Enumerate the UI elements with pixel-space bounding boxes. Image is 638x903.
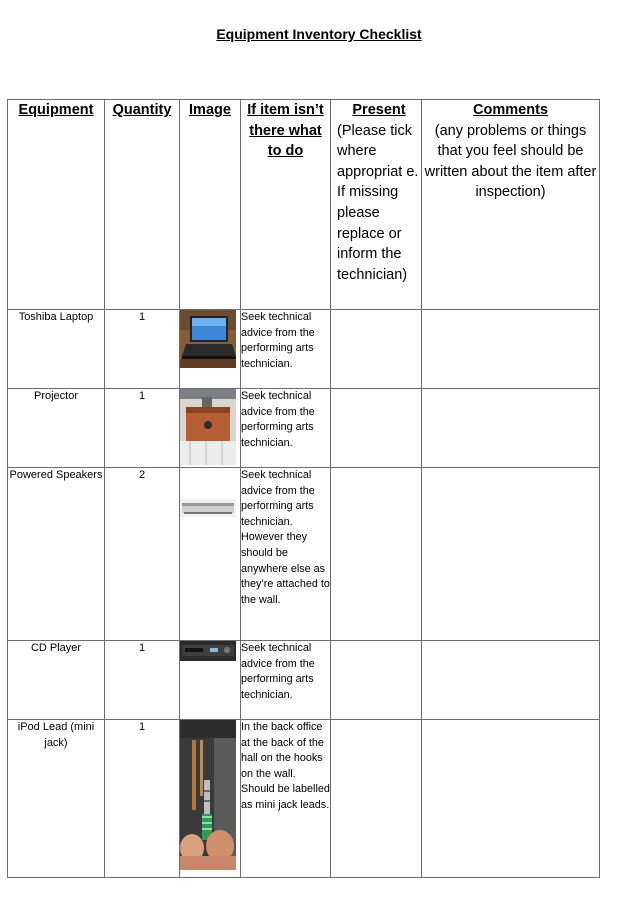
equipment-cell: Projector (8, 389, 105, 468)
cd-player-photo (180, 641, 236, 661)
equipment-cell: iPod Lead (mini jack) (8, 720, 105, 878)
advice-cell: In the back office at the back of the hall on the hooks on the wall. Should be labelled as mini jack leads. (241, 720, 331, 878)
table-row (8, 310, 600, 389)
header-quantity: Quantity (105, 100, 180, 310)
comments-cell[interactable] (422, 389, 600, 468)
comments-cell[interactable] (422, 310, 600, 389)
present-cell[interactable] (331, 310, 422, 389)
image-cell (180, 468, 241, 641)
table-row (8, 720, 600, 878)
projector-photo (180, 389, 236, 465)
inventory-table (7, 99, 600, 878)
present-cell[interactable] (331, 389, 422, 468)
present-cell[interactable] (331, 468, 422, 641)
advice-cell: Seek technical advice from the performing arts technician. However they should be anywhere else as they’re attached to the wall. (241, 468, 331, 641)
header-comments: Comments (any problems or things that you feel should be written about the item after inspection) (422, 100, 600, 310)
header-if-missing: If item isn’t there what to do (241, 100, 331, 310)
image-cell (180, 641, 241, 720)
equipment-cell: CD Player (8, 641, 105, 720)
image-cell (180, 310, 241, 389)
comments-cell[interactable] (422, 720, 600, 878)
table-row (8, 641, 600, 720)
laptop-photo (180, 310, 236, 368)
comments-cell[interactable] (422, 468, 600, 641)
image-cell (180, 720, 241, 878)
advice-cell: Seek technical advice from the performing arts technician. (241, 389, 331, 468)
advice-cell: Seek technical advice from the performing arts technician. (241, 641, 331, 720)
header-comments-note: (any problems or things that you feel should be written about the item after inspection) (424, 122, 597, 201)
quantity-cell: 1 (105, 720, 180, 878)
quantity-cell: 1 (105, 641, 180, 720)
header-image: Image (180, 100, 241, 310)
header-present: Present (Please tick where appropriat e. If missing please replace or inform the technician) (331, 100, 422, 310)
equipment-cell: Powered Speakers (8, 468, 105, 641)
quantity-cell: 1 (105, 389, 180, 468)
header-row (8, 100, 600, 310)
header-equipment: Equipment (8, 100, 105, 310)
speaker-photo (180, 499, 236, 517)
quantity-cell: 2 (105, 468, 180, 641)
header-present-note: (Please tick where appropriat e. If missing please replace or inform the technician) (337, 122, 419, 283)
table-row (8, 468, 600, 641)
ipod-lead-photo (180, 720, 236, 870)
comments-cell[interactable] (422, 641, 600, 720)
equipment-cell: Toshiba Laptop (8, 310, 105, 389)
advice-cell: Seek technical advice from the performing arts technician. (241, 310, 331, 389)
present-cell[interactable] (331, 641, 422, 720)
quantity-cell: 1 (105, 310, 180, 389)
present-cell[interactable] (331, 720, 422, 878)
table-row (8, 389, 600, 468)
document-title: Equipment Inventory Checklist (216, 26, 422, 42)
image-cell (180, 389, 241, 468)
